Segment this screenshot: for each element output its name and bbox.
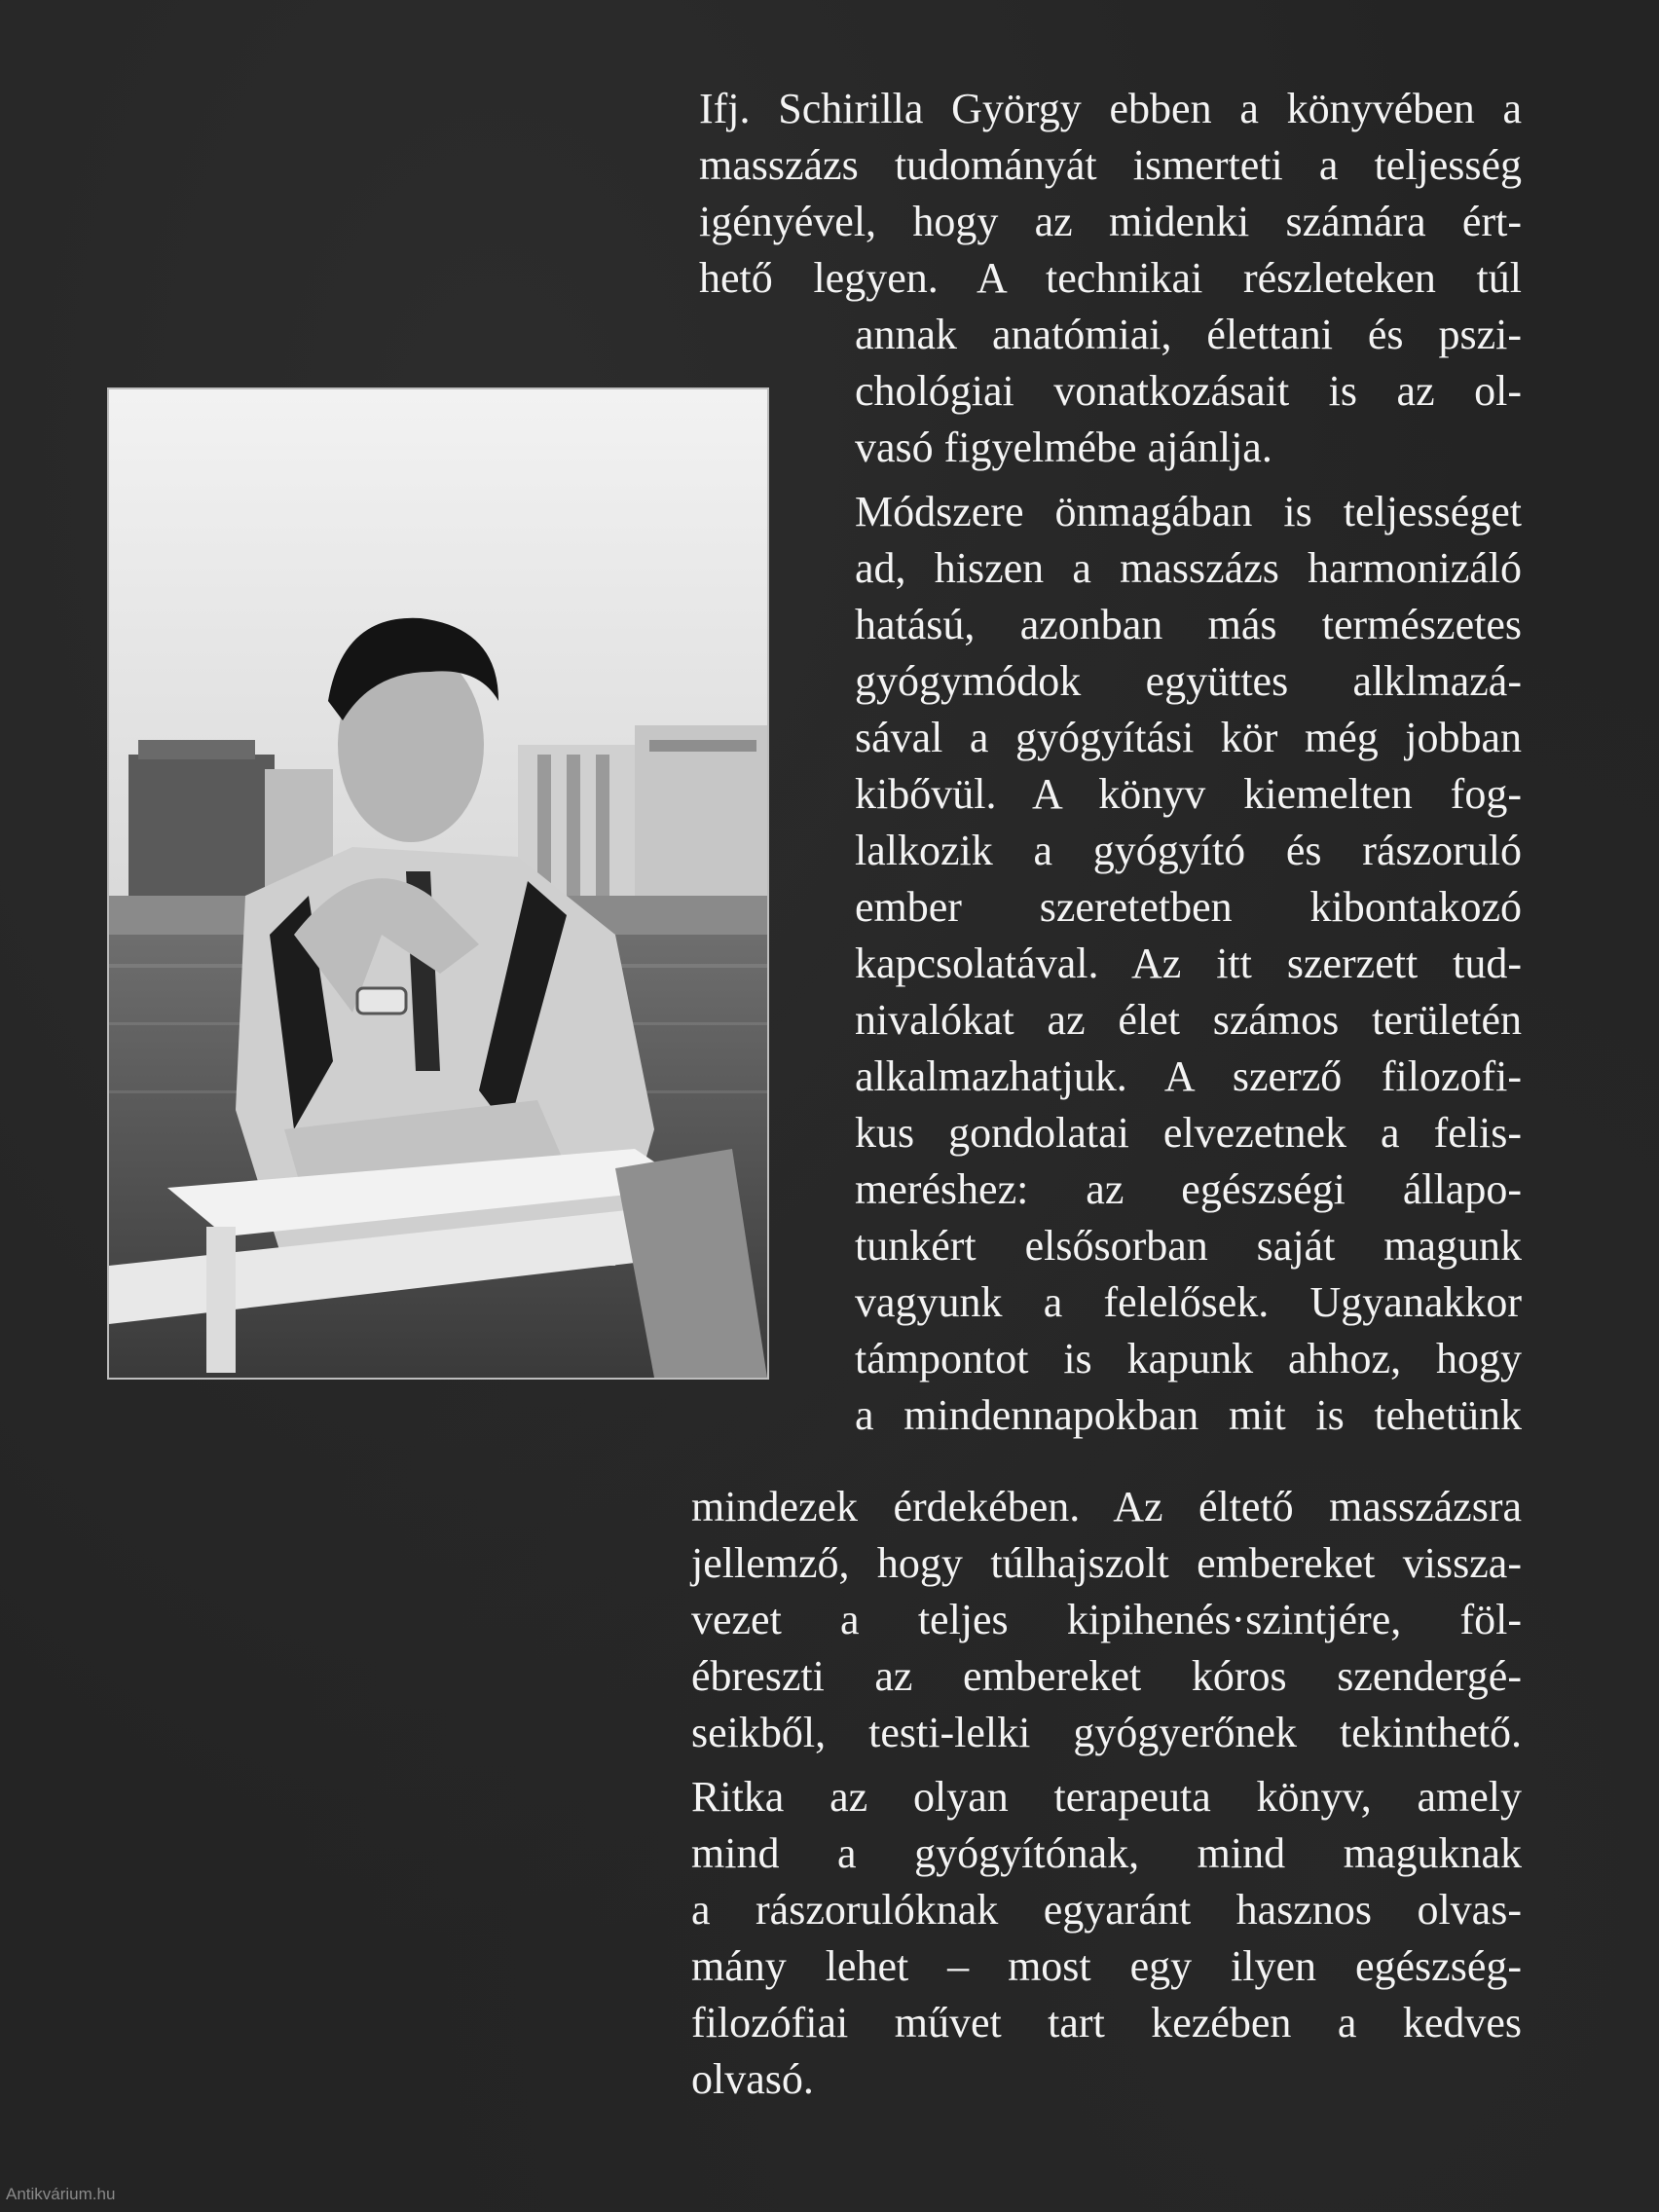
text-line: Ifj. Schirilla György ebben a könyvében a <box>699 85 1522 132</box>
text-line: tunkért elsősorban saját magunk <box>855 1222 1522 1270</box>
text-line: sával a gyógyítási kör még jobban <box>855 714 1522 761</box>
text-line: gyógymódok együttes alklmazá- <box>855 657 1522 705</box>
text-line: meréshez: az egészségi állapo- <box>855 1165 1522 1213</box>
text-line: chológiai vonatkozásait is az ol- <box>855 367 1522 415</box>
text-line: kus gondolatai elvezetnek a felis- <box>855 1109 1522 1157</box>
text-line: hető legyen. A technikai részleteken túl <box>699 254 1522 302</box>
text-line: kibővül. A könyv kiemelten fog- <box>855 770 1522 818</box>
text-line: mind a gyógyítónak, mind maguknak <box>691 1829 1522 1877</box>
text-line: Módszere önmagában is teljességet <box>855 488 1522 535</box>
text-line: olvasó. <box>691 2055 814 2103</box>
text-line: jellemző, hogy túlhajszolt embereket vissza- <box>691 1539 1522 1587</box>
text-line: a rászorulóknak egyaránt hasznos olvas- <box>691 1886 1522 1934</box>
author-photo-image <box>109 389 767 1378</box>
text-line: igényével, hogy az midenki számára ért- <box>699 198 1522 245</box>
text-line: vezet a teljes kipihenés·szintjére, föl- <box>691 1596 1522 1643</box>
watermark: Antikvárium.hu <box>6 2185 116 2203</box>
text-line: hatású, azonban más természetes <box>855 601 1522 648</box>
text-line: mindezek érdekében. Az éltető masszázsra <box>691 1483 1522 1530</box>
text-line: nivalókat az élet számos területén <box>855 996 1522 1044</box>
text-line: ébreszti az embereket kóros szendergé- <box>691 1652 1522 1700</box>
text-line: vagyunk a felelősek. Ugyanakkor <box>855 1278 1522 1326</box>
text-line: a mindennapokban mit is tehetünk <box>855 1391 1522 1439</box>
text-line: mány lehet – most egy ilyen egészség- <box>691 1942 1522 1990</box>
text-line: lalkozik a gyógyító és rászoruló <box>855 827 1522 874</box>
author-photo <box>109 389 767 1378</box>
text-line: seikből, testi-lelki gyógyerőnek tekinthető. <box>691 1709 1522 1756</box>
text-line: támpontot is kapunk ahhoz, hogy <box>855 1335 1522 1382</box>
text-line: filozófiai művet tart kezében a kedves <box>691 1999 1522 2046</box>
text-line: alkalmazhatjuk. A szerző filozofi- <box>855 1052 1522 1100</box>
text-line: masszázs tudományát ismerteti a teljesség <box>699 141 1522 189</box>
text-line: ember szeretetben kibontakozó <box>855 883 1522 931</box>
text-line: kapcsolatával. Az itt szerzett tud- <box>855 940 1522 987</box>
text-line: Ritka az olyan terapeuta könyv, amely <box>691 1773 1522 1821</box>
text-line: annak anatómiai, élettani és pszi- <box>855 311 1522 358</box>
text-line: ad, hiszen a masszázs harmonizáló <box>855 544 1522 592</box>
text-line: vasó figyelmébe ajánlja. <box>855 424 1272 471</box>
